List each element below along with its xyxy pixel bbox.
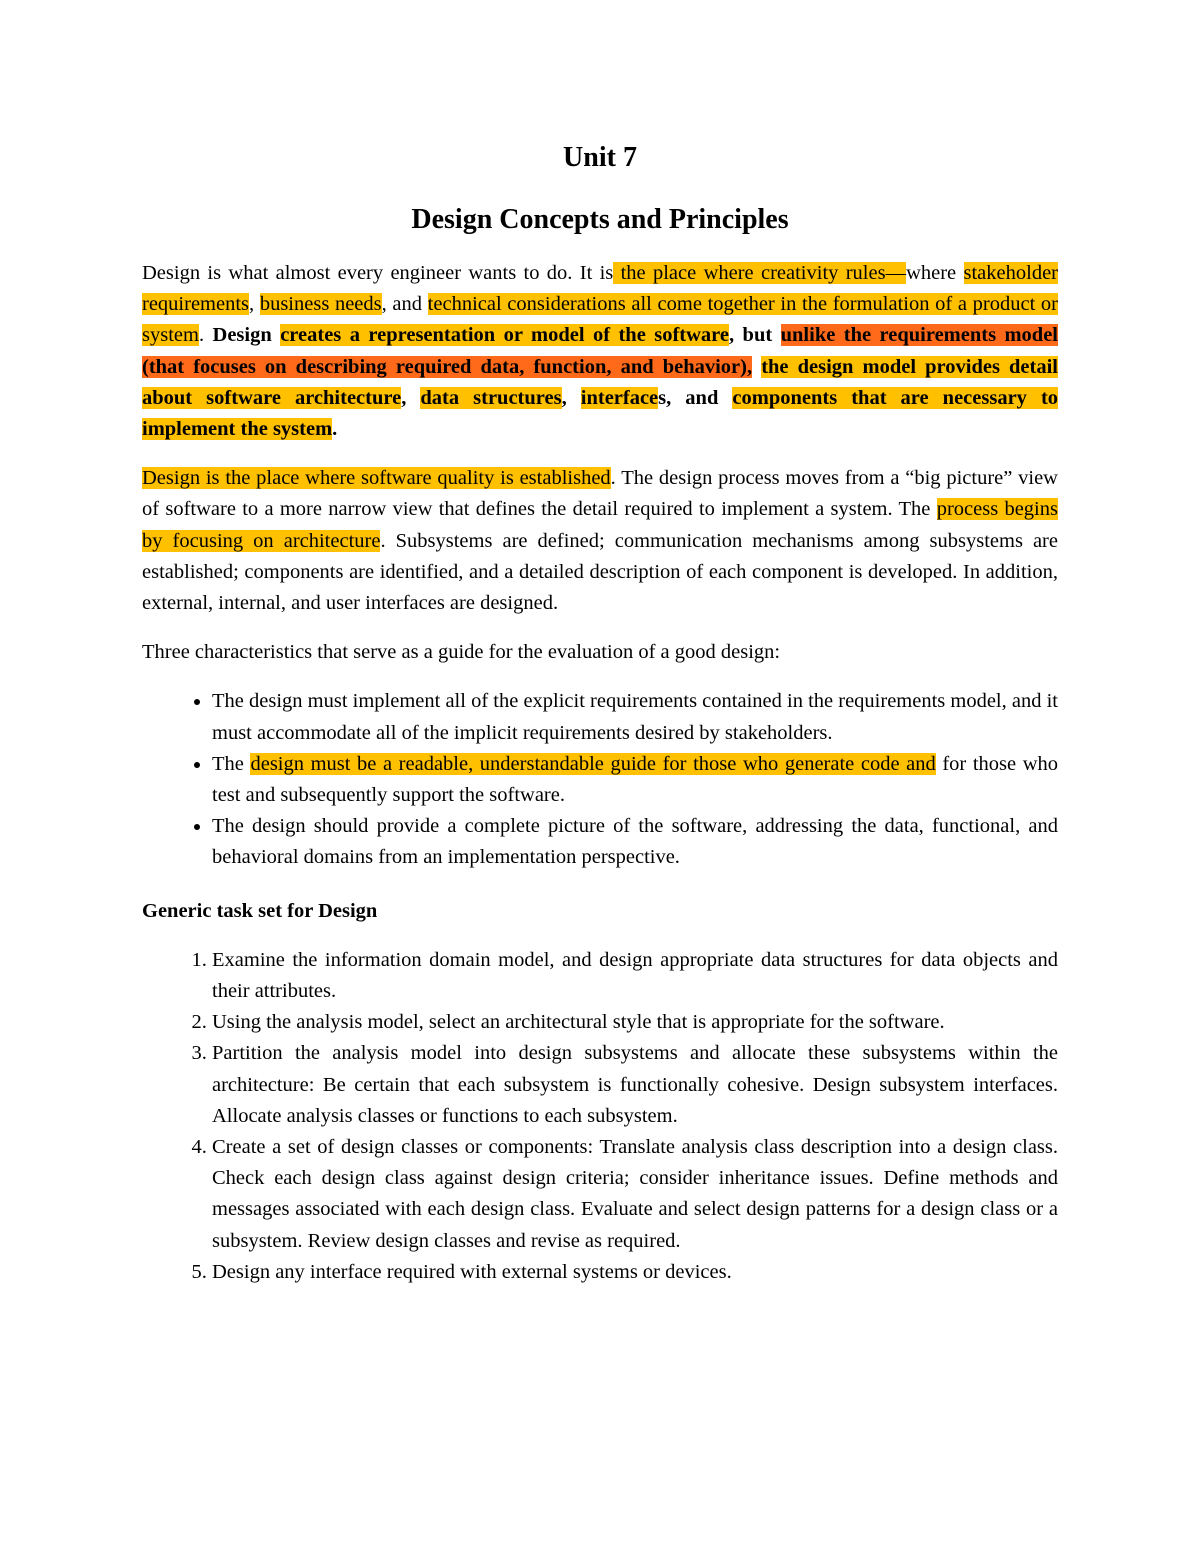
list-item: • The design must implement all of the explicit requirements contained in the requirements model, and it must accommodate all of the implicit requirements desired by stakeholders. bbox=[212, 686, 1058, 748]
list-item: 1. Examine the information domain model, and design appropriate data structures for data objects and their attributes. bbox=[212, 945, 1058, 1007]
text-run: . The design process moves from a “big picture” view of software to a more narrow view that defines the detail required to implement a system. The bbox=[142, 467, 1058, 521]
bold-text: , bbox=[401, 386, 421, 409]
text-run: The bbox=[212, 752, 251, 775]
highlight: the place where creativity rules— bbox=[613, 262, 907, 284]
unit-heading: Unit 7 bbox=[563, 142, 637, 173]
task-list bbox=[142, 945, 1058, 1288]
text-run: . Subsystems are defined; communication mechanisms among subsystems are established; components are identified, and a detailed description of each component is developed. In addition, external, internal, and user interfaces are designed. bbox=[142, 529, 1058, 615]
list-item bbox=[212, 749, 1058, 811]
highlight-bold: creates a representation or model of the software bbox=[280, 324, 729, 347]
highlight: process begins by focusing on architecture bbox=[142, 498, 1058, 552]
bold-text: , bbox=[561, 386, 581, 409]
bold-text: , but bbox=[729, 324, 781, 347]
highlight-bold: the design model provides detail about software architecture bbox=[142, 355, 1058, 409]
highlight: stakeholder requirements bbox=[142, 262, 1058, 316]
highlight-bold-orange: unlike the requirements model (that focuses on describing required data, function, and behavior), bbox=[142, 324, 1059, 378]
bold-text bbox=[752, 356, 761, 378]
text-run: , and bbox=[381, 293, 428, 316]
highlight: technical considerations all come together in the formulation of a product or system bbox=[142, 293, 1058, 347]
highlight-bold: data structures bbox=[420, 386, 562, 409]
list-item: 4. Create a set of design classes or components: Translate analysis class description into a design class. Check each design class against design criteria; consider inheritance issues. Define methods and messages associated with each design class. Evaluate and select design patterns for a design class or a subsystem. Review design classes and revise as required. bbox=[212, 1132, 1058, 1257]
text-run: Design is what almost every engineer wants to do. It is bbox=[142, 262, 614, 284]
characteristics-intro: Three characteristics that serve as a guide for the evaluation of a good design: bbox=[142, 641, 781, 664]
text-run: for those who test and subsequently support the software. bbox=[212, 752, 1058, 807]
process-paragraph bbox=[142, 463, 1058, 619]
list-item: 5. Design any interface required with external systems or devices. bbox=[212, 1257, 1058, 1288]
page-title: Design Concepts and Principles bbox=[411, 204, 789, 235]
highlight: Design is the place where software quality is established bbox=[142, 467, 611, 490]
section-heading: Generic task set for Design bbox=[142, 899, 378, 922]
highlight-bold: components that are necessary to implement the system bbox=[142, 386, 1059, 441]
document-page bbox=[142, 138, 1058, 1288]
list-item: • The design should provide a complete picture of the software, addressing the data, functional, and behavioral domains from an implementation perspective. bbox=[212, 811, 1058, 873]
bold-text: Design bbox=[212, 324, 272, 347]
highlight-bold: interface bbox=[580, 386, 659, 409]
bold-text: s, and bbox=[658, 386, 733, 409]
list-item: 2. Using the analysis model, select an architectural style that is appropriate for the software. bbox=[212, 1007, 1058, 1038]
text-run bbox=[272, 324, 280, 346]
list-item: 3. Partition the analysis model into design subsystems and allocate these subsystems within the architecture: Be certain that each subsystem is functionally cohesive. Design subsystem interfaces. Allocate analysis classes or functions to each subsystem. bbox=[212, 1038, 1058, 1132]
text-run: . bbox=[198, 324, 213, 347]
text-run: where bbox=[906, 262, 964, 284]
bold-text: . bbox=[332, 418, 338, 441]
text-run: , bbox=[249, 293, 260, 316]
highlight: design must be a readable, understandable guide for those who generate code and bbox=[250, 752, 936, 775]
highlight: business needs bbox=[259, 293, 382, 316]
characteristics-list bbox=[142, 686, 1058, 873]
intro-paragraph bbox=[142, 258, 1058, 445]
